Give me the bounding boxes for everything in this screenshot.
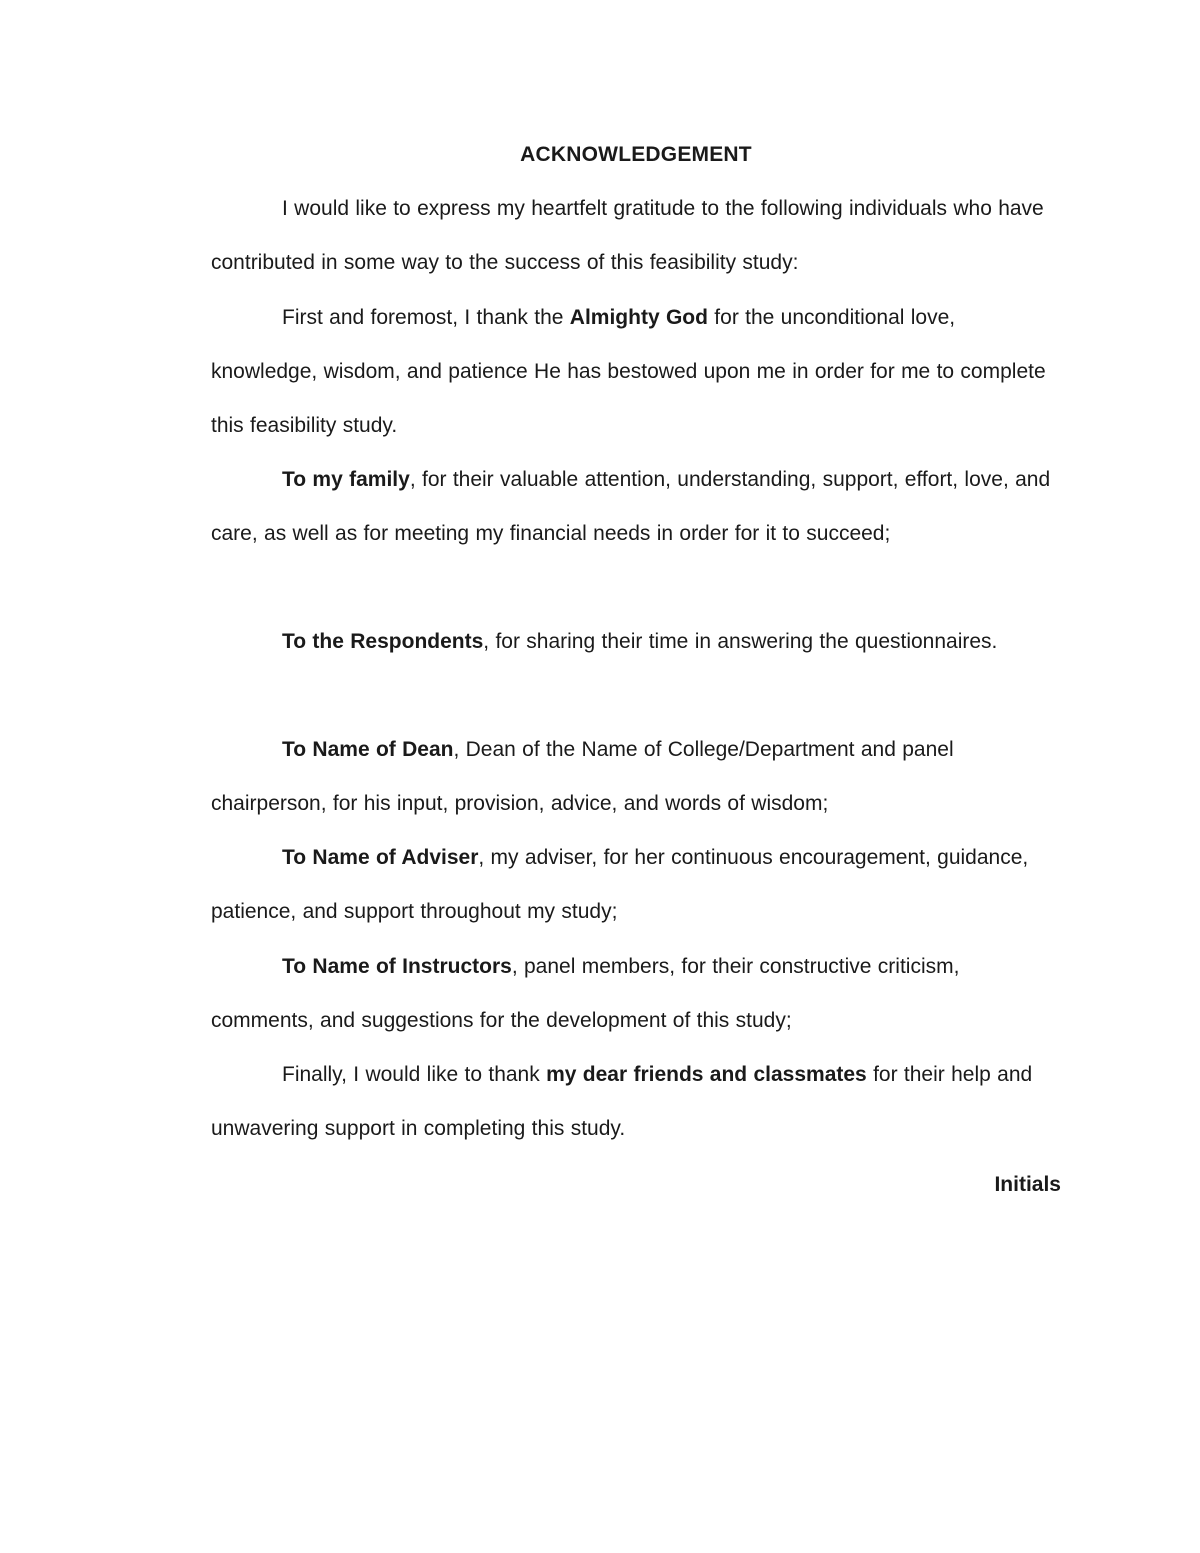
paragraph-text: , Dean of the Name of College/Department and panel chairperson, for his input, provision, advice, and words of wisdom;	[211, 738, 954, 815]
paragraph-dean	[211, 723, 1061, 831]
page-title: ACKNOWLEDGEMENT	[520, 143, 752, 166]
paragraph-friends	[211, 1048, 1061, 1156]
paragraph-emphasis: To my family	[282, 468, 410, 491]
paragraph-text: for the unconditional love, knowledge, wisdom, and patience He has bestowed upon me in order for me to complete this feasibility study.	[211, 306, 1046, 437]
paragraph-emphasis: To Name of Dean	[282, 738, 454, 761]
paragraph-respondents	[211, 615, 1061, 669]
paragraph-text: , my adviser, for her continuous encouragement, guidance, patience, and support throughout my study;	[211, 846, 1029, 923]
paragraph-emphasis: To the Respondents	[282, 630, 484, 653]
paragraph-emphasis: Almighty God	[569, 306, 708, 329]
paragraph-text: Finally, I would like to thank	[282, 1063, 547, 1086]
paragraph-intro	[211, 182, 1061, 290]
paragraph-emphasis: my dear friends and classmates	[546, 1063, 867, 1086]
paragraph-text: First and foremost, I thank the	[282, 306, 570, 329]
paragraph-text: for their help and unwavering support in completing this study.	[211, 1063, 1033, 1140]
paragraph-text: , for sharing their time in answering the questionnaires.	[483, 630, 998, 653]
signature-initials: Initials	[994, 1173, 1061, 1196]
paragraph-adviser	[211, 831, 1061, 939]
paragraph-family	[211, 453, 1061, 561]
paragraph-instructors	[211, 940, 1061, 1048]
paragraph-emphasis: To Name of Instructors	[282, 955, 512, 978]
paragraph-text: , for their valuable attention, understanding, support, effort, love, and care, as well as for meeting my financial needs in order for it to succeed;	[211, 468, 1051, 545]
paragraph-text: , panel members, for their constructive criticism, comments, and suggestions for the development of this study;	[211, 955, 960, 1032]
paragraph-text: I would like to express my heartfelt gratitude to the following individuals who have contributed in some way to the success of this feasibility study:	[211, 197, 1044, 274]
paragraph-almighty-god	[211, 291, 1061, 453]
paragraph-emphasis: To Name of Adviser	[282, 846, 479, 869]
